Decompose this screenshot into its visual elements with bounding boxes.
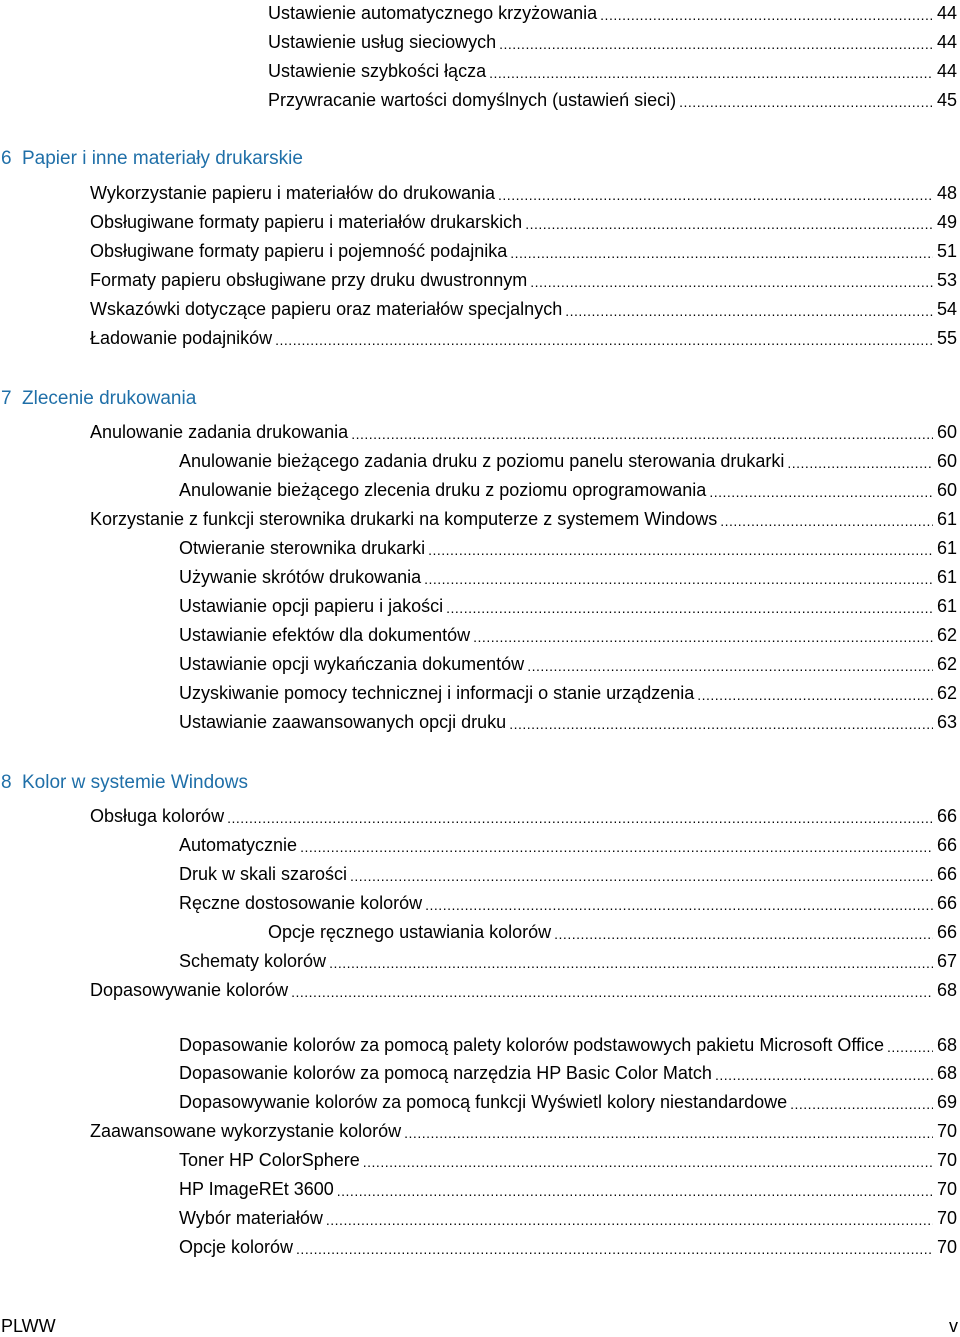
toc-entry[interactable] (179, 1234, 957, 1258)
toc-entry[interactable] (179, 593, 957, 617)
chapter-title: Zlecenie drukowania (22, 388, 197, 409)
toc-entry[interactable] (90, 325, 957, 349)
toc-entry[interactable] (179, 622, 957, 646)
toc-entry-page: 68 (936, 1035, 957, 1055)
dot-leader (498, 186, 933, 204)
toc-entry[interactable] (90, 180, 957, 204)
toc-entry[interactable] (268, 58, 957, 82)
toc-entry[interactable] (268, 0, 957, 24)
toc-entry-page: 54 (936, 299, 957, 319)
toc-entry-page: 61 (936, 596, 957, 616)
toc-entry-page: 60 (936, 451, 957, 471)
toc-entry[interactable] (268, 87, 957, 111)
toc-entry-page: 70 (936, 1179, 957, 1199)
dot-leader (554, 925, 933, 943)
toc-entry-page: 63 (936, 712, 957, 732)
toc-entry-title: Formaty papieru obsługiwane przy druku dwustronnym (90, 270, 528, 290)
dot-leader (300, 838, 933, 856)
dot-leader (720, 512, 933, 530)
toc-entry-title: Ręczne dostosowanie kolorów (179, 893, 423, 913)
toc-entry-title: Wskazówki dotyczące papieru oraz materiałów specjalnych (90, 299, 563, 319)
toc-entry[interactable] (90, 419, 957, 443)
dot-leader (600, 6, 933, 24)
toc-entry-title: Dopasowywanie kolorów za pomocą funkcji Wyświetl kolory niestandardowe (179, 1092, 788, 1112)
toc-entry[interactable] (179, 680, 957, 704)
toc-entry-page: 48 (936, 183, 957, 203)
dot-leader (275, 331, 933, 349)
dot-leader (363, 1153, 933, 1171)
dot-leader (337, 1182, 933, 1200)
chapter-heading[interactable] (1, 771, 248, 795)
toc-entry-title: Ustawianie opcji papieru i jakości (179, 596, 444, 616)
toc-entry-title: Zaawansowane wykorzystanie kolorów (90, 1121, 402, 1141)
toc-entry-page: 44 (936, 32, 957, 52)
dot-leader (351, 425, 933, 443)
dot-leader (404, 1124, 933, 1142)
dot-leader (473, 628, 933, 646)
toc-entry[interactable] (179, 477, 957, 501)
footer-left-label: PLWW (1, 1316, 56, 1336)
chapter-heading[interactable] (1, 147, 303, 171)
toc-entry-title: Ustawienie szybkości łącza (268, 61, 487, 81)
footer-page-number: v (949, 1316, 958, 1336)
chapter-number: 6 (1, 148, 12, 169)
toc-entry-page: 60 (936, 480, 957, 500)
dot-leader (525, 215, 933, 233)
dot-leader (887, 1038, 933, 1056)
dot-leader (296, 1240, 933, 1258)
toc-entry-page: 66 (936, 806, 957, 826)
toc-entry[interactable] (90, 238, 957, 262)
toc-entry[interactable] (179, 861, 957, 885)
toc-entry-page: 66 (936, 922, 957, 942)
dot-leader (350, 867, 933, 885)
toc-entry-title: Wykorzystanie papieru i materiałów do drukowania (90, 183, 496, 203)
toc-entry-page: 62 (936, 654, 957, 674)
toc-entry-title: Druk w skali szarości (179, 864, 348, 884)
dot-leader (510, 244, 933, 262)
chapter-number: 7 (1, 388, 12, 409)
toc-entry-page: 53 (936, 270, 957, 290)
toc-entry[interactable] (179, 1006, 957, 1056)
toc-entry-page: 68 (936, 980, 957, 1000)
dot-leader (446, 599, 933, 617)
toc-entry-title: Przywracanie wartości domyślnych (ustawień sieci) (268, 90, 677, 110)
dot-leader (527, 657, 933, 675)
dot-leader (291, 983, 933, 1001)
toc-entry-title: Dopasowanie kolorów za pomocą narzędzia HP Basic Color Match (179, 1063, 712, 1083)
toc-entry[interactable] (179, 709, 957, 733)
toc-entry-page: 51 (936, 241, 957, 261)
toc-entry-title: Ustawienie automatycznego krzyżowania (268, 3, 598, 23)
toc-entry-page: 44 (936, 61, 957, 81)
toc-entry-page: 49 (936, 212, 957, 232)
toc-entry[interactable] (179, 1147, 957, 1171)
toc-entry-title: Anulowanie zadania drukowania (90, 422, 349, 442)
toc-entry-page: 62 (936, 625, 957, 645)
toc-entry-title: Toner HP ColorSphere (179, 1150, 360, 1170)
toc-entry-page: 69 (936, 1092, 957, 1112)
toc-entry[interactable] (179, 948, 957, 972)
toc-entry-title: HP ImageREt 3600 (179, 1179, 334, 1199)
toc-entry[interactable] (179, 564, 957, 588)
toc-entry[interactable] (90, 209, 957, 233)
chapter-title: Papier i inne materiały drukarskie (22, 148, 303, 169)
toc-entry[interactable] (268, 919, 957, 943)
dot-leader (425, 896, 933, 914)
toc-entry[interactable] (179, 1089, 957, 1113)
toc-entry-page: 61 (936, 567, 957, 587)
toc-entry-title: Dopasowywanie kolorów (90, 980, 289, 1000)
toc-entry-page: 45 (936, 90, 957, 110)
toc-entry-title: Automatycznie (179, 835, 298, 855)
toc-entry-page: 70 (936, 1208, 957, 1228)
toc-entry[interactable] (179, 832, 957, 856)
toc-entry-title: Ustawianie zaawansowanych opcji druku (179, 712, 507, 732)
toc-entry[interactable] (179, 890, 957, 914)
dot-leader (326, 1211, 933, 1229)
toc-entry-page: 61 (936, 509, 957, 529)
toc-entry[interactable] (179, 1060, 957, 1084)
toc-entry-page: 55 (936, 328, 957, 348)
toc-entry-title: Obsługiwane formaty papieru i materiałów drukarskich (90, 212, 523, 232)
toc-entry-page: 60 (936, 422, 957, 442)
toc-entry-title: Ustawianie opcji wykańczania dokumentów (179, 654, 525, 674)
toc-entry[interactable] (90, 506, 957, 530)
toc-entry-page: 70 (936, 1121, 957, 1141)
chapter-number: 8 (1, 772, 12, 793)
toc-entry[interactable] (90, 803, 957, 827)
toc-entry[interactable] (90, 267, 957, 291)
toc-entry-page: 44 (936, 3, 957, 23)
toc-entry-title: Otwieranie sterownika drukarki (179, 538, 426, 558)
chapter-title: Kolor w systemie Windows (22, 772, 248, 793)
dot-leader (499, 35, 933, 53)
dot-leader (227, 809, 933, 827)
dot-leader (790, 1095, 933, 1113)
dot-leader (709, 483, 933, 501)
dot-leader (424, 570, 933, 588)
toc-entry[interactable] (90, 1118, 957, 1142)
dot-leader (428, 541, 933, 559)
toc-entry[interactable] (179, 535, 957, 559)
dot-leader (489, 64, 933, 82)
toc-entry[interactable] (179, 1205, 957, 1229)
toc-entry-page: 66 (936, 864, 957, 884)
toc-entry[interactable] (268, 29, 957, 53)
toc-entry-title: Korzystanie z funkcji sterownika drukarki na komputerze z systemem Windows (90, 509, 718, 529)
dot-leader (697, 686, 933, 704)
dot-leader (715, 1066, 933, 1084)
dot-leader (509, 715, 933, 733)
toc-entry-title: Ustawianie efektów dla dokumentów (179, 625, 471, 645)
dot-leader (679, 93, 933, 111)
toc-entry-page: 66 (936, 893, 957, 913)
toc-entry-title: Anulowanie bieżącego zadania druku z poziomu panelu sterowania drukarki (179, 451, 785, 471)
toc-entry-title: Obsługiwane formaty papieru i pojemność podajnika (90, 241, 508, 261)
dot-leader (787, 454, 933, 472)
toc-entry-title: Opcje kolorów (179, 1237, 294, 1257)
toc-entry-title: Wybór materiałów (179, 1208, 323, 1228)
toc-entry[interactable] (179, 651, 957, 675)
toc-entry-page: 70 (936, 1237, 957, 1257)
toc-entry-title: Schematy kolorów (179, 951, 327, 971)
dot-leader (329, 954, 933, 972)
toc-entry-title: Anulowanie bieżącego zlecenia druku z poziomu oprogramowania (179, 480, 707, 500)
toc-entry[interactable] (90, 296, 957, 320)
toc-entry-page: 61 (936, 538, 957, 558)
chapter-heading[interactable] (1, 387, 196, 411)
toc-entry[interactable] (179, 448, 957, 472)
toc-entry-title: Obsługa kolorów (90, 806, 225, 826)
toc-entry-title: Dopasowanie kolorów za pomocą palety kolorów podstawowych pakietu Microsoft Office (179, 1035, 885, 1055)
toc-entry-page: 66 (936, 835, 957, 855)
toc-entry-page: 70 (936, 1150, 957, 1170)
toc-entry-title: Ładowanie podajników (90, 328, 273, 348)
dot-leader (530, 273, 933, 291)
toc-entry-title: Uzyskiwanie pomocy technicznej i informacji o stanie urządzenia (179, 683, 695, 703)
toc-entry-page: 67 (936, 951, 957, 971)
toc-entry-title: Opcje ręcznego ustawiania kolorów (268, 922, 552, 942)
toc-entry[interactable] (179, 1176, 957, 1200)
toc-entry-page: 68 (936, 1063, 957, 1083)
toc-entry-page: 62 (936, 683, 957, 703)
toc-entry-title: Używanie skrótów drukowania (179, 567, 422, 587)
toc-entry[interactable] (90, 977, 957, 1001)
toc-entry-title: Ustawienie usług sieciowych (268, 32, 497, 52)
dot-leader (565, 302, 933, 320)
